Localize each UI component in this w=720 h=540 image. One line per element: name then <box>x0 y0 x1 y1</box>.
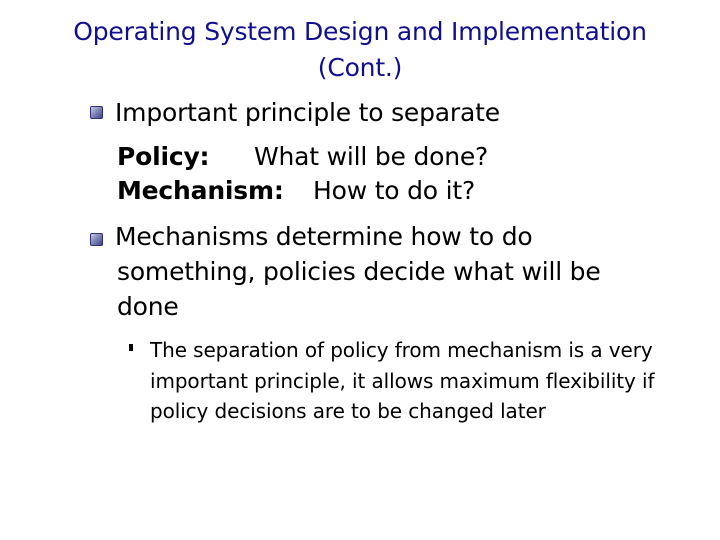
slide-title-line-1: Operating System Design and Implementation <box>73 17 647 46</box>
policy-term: Policy: <box>117 142 210 171</box>
mechanism-term: Mechanism: <box>117 176 284 205</box>
square-bullet-icon <box>90 233 103 246</box>
bullet-2-line-3: done <box>117 292 179 321</box>
policy-description: What will be done? <box>254 142 489 171</box>
bullet-2-line-1: Mechanisms determine how to do <box>115 222 533 251</box>
bullet-2-line-2: something, policies decide what will be <box>117 257 601 286</box>
sub-bullet-text: The separation of policy from mechanism is a very important principle, it allows maximum flexibility if policy decisions are to be changed later <box>150 338 655 423</box>
slide-title-line-2: (Cont.) <box>317 53 403 82</box>
bullet-1-text: Important principle to separate <box>115 98 500 127</box>
mechanism-description: How to do it? <box>313 176 476 205</box>
square-bullet-icon <box>90 106 103 119</box>
slide-title <box>40 14 680 86</box>
small-square-bullet-icon <box>129 344 133 351</box>
